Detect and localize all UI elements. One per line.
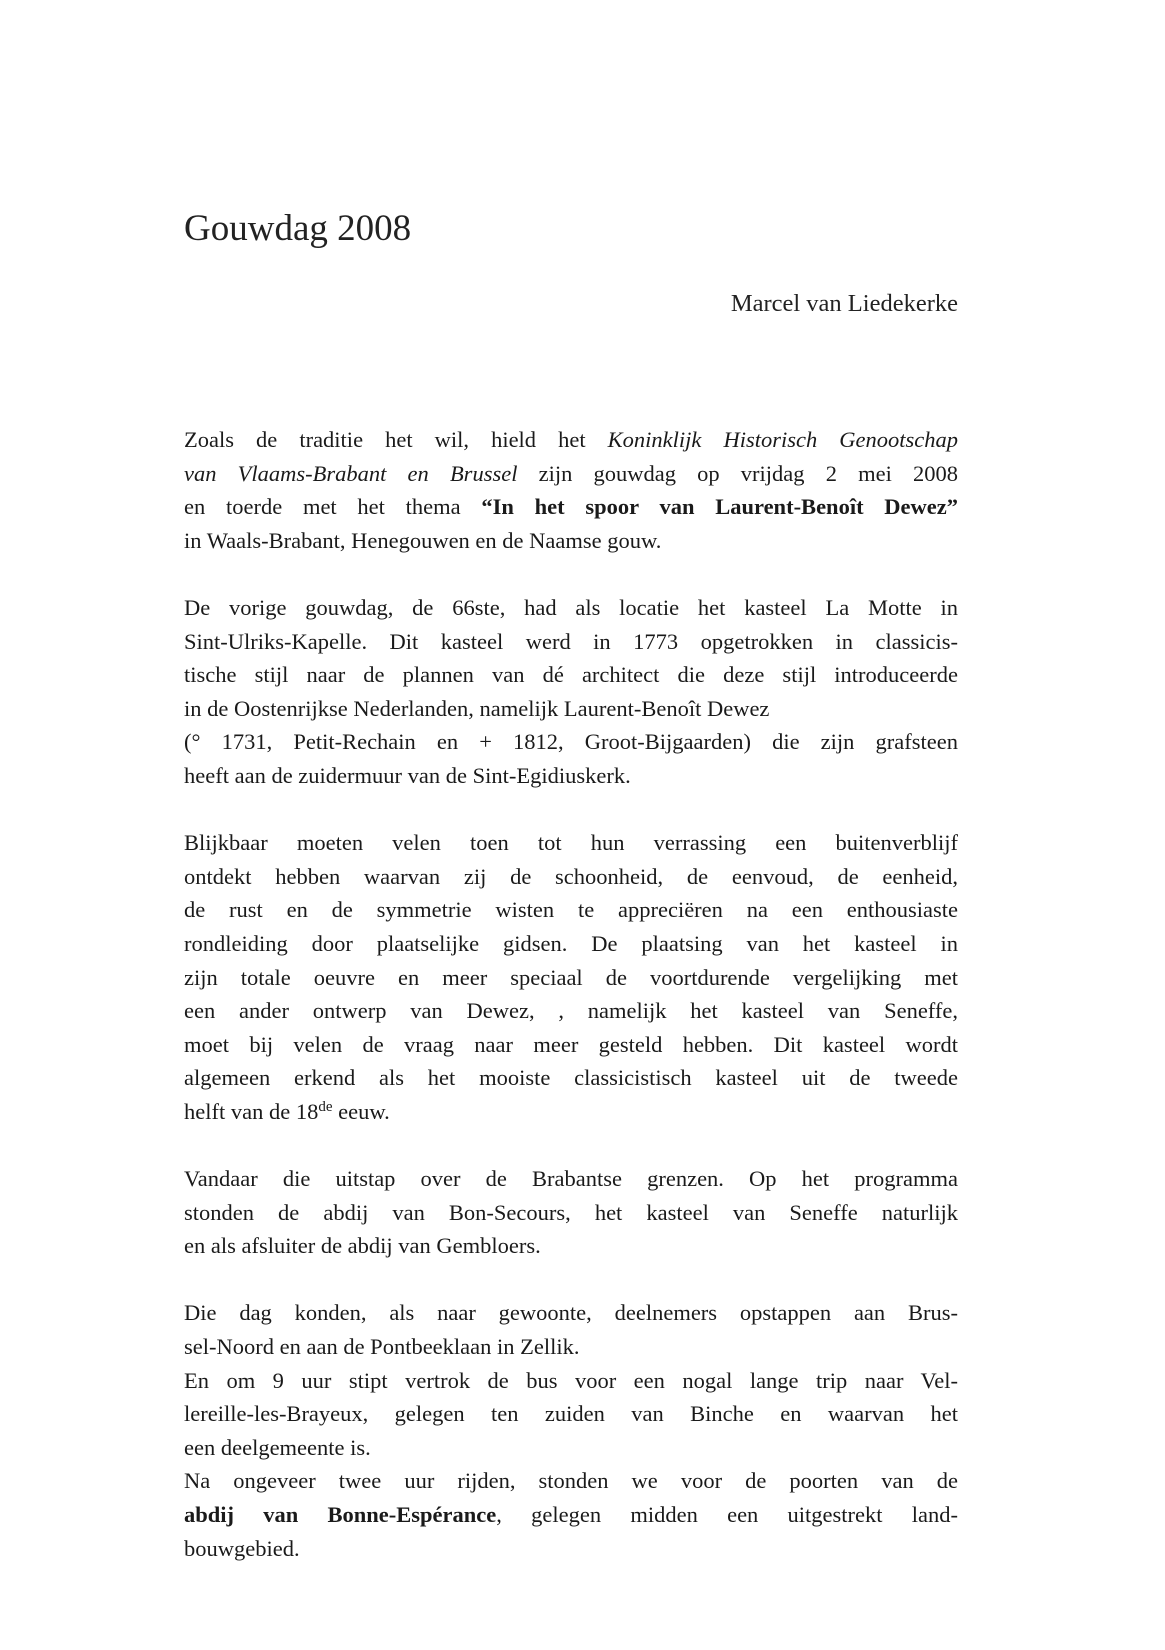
text-line: heeft aan de zuidermuur van de Sint-Egidiuskerk. (184, 762, 631, 788)
paragraph-previous-gouwdag (184, 591, 958, 793)
text-line: lereille-les-Brayeux, gelegen ten zuiden van Binche en waarvan het (184, 1401, 958, 1427)
text-line: bouwgebied. (184, 1535, 300, 1561)
text-line: Vandaar die uitstap over de Brabantse grenzen. Op het programma (184, 1166, 958, 1192)
text-line: (° 1731, Petit-Rechain en + 1812, Groot-Bijgaarden) die zijn grafsteen (184, 729, 958, 755)
society-name: Koninklijk Historisch Genootschap (607, 427, 958, 452)
page-title: Gouwdag 2008 (184, 208, 412, 249)
text-line: zijn totale oeuvre en meer speciaal de voortdurende vergelijking met (184, 964, 958, 990)
text-line: sel-Noord en aan de Pontbeeklaan in Zellik. (184, 1334, 580, 1360)
text-line: En om 9 uur stipt vertrok de bus voor een nogal lange trip naar Vel- (184, 1367, 958, 1393)
text-line: een ander ontwerp van Dewez, , namelijk het kasteel van Seneffe, (184, 998, 958, 1024)
abbey-name: abdij van Bonne-Espérance (184, 1502, 497, 1527)
text-line: abdij van Bonne-Espérance, gelegen midden een uitgestrekt land- (184, 1502, 958, 1527)
text-line: Zoals de traditie het wil, hield het Koninklijk Historisch Genootschap (184, 427, 958, 452)
text-line: Na ongeveer twee uur rijden, stonden we voor de poorten van de (184, 1468, 958, 1494)
paragraph-programme (184, 1162, 958, 1263)
text-line: en als afsluiter de abdij van Gembloers. (184, 1233, 541, 1259)
paragraph-trip (184, 1296, 958, 1565)
paragraph-castle (184, 826, 958, 1128)
text-line: rondleiding door plaatselijke gidsen. De plaatsing van het kasteel in (184, 930, 958, 956)
text-line: stonden de abdij van Bon-Secours, het kasteel van Seneffe naturlijk (184, 1199, 958, 1225)
text-line: en toerde met het thema “In het spoor van Laurent-Benoît Dewez” (184, 494, 959, 520)
theme-title: “In het spoor van Laurent-Benoît Dewez” (481, 494, 959, 520)
text-line: moet bij velen de vraag naar meer gesteld hebben. Dit kasteel wordt (184, 1031, 958, 1057)
text-line: Sint-Ulriks-Kapelle. Dit kasteel werd in 1773 opgetrokken in classicis- (184, 628, 958, 654)
text-line: de rust en de symmetrie wisten te appreciëren na een enthousiaste (184, 897, 958, 923)
text-line: een deelgemeente is. (184, 1434, 371, 1460)
paragraph-intro (184, 423, 958, 557)
society-name-continued: van Vlaams-Brabant en Brussel (184, 460, 518, 486)
text-line: algemeen erkend als het mooiste classicistisch kasteel uit de tweede (184, 1065, 958, 1091)
text-line: Die dag konden, als naar gewoonte, deelnemers opstappen aan Brus- (184, 1300, 958, 1326)
text-line: ontdekt hebben waarvan zij de schoonheid, de eenvoud, de eenheid, (184, 863, 958, 889)
text-line: helft van de 18de eeuw. (184, 1098, 390, 1124)
text-line: in de Oostenrijkse Nederlanden, namelijk Laurent-Benoît Dewez (184, 695, 770, 721)
text-line: De vorige gouwdag, de 66ste, had als locatie het kasteel La Motte in (184, 594, 958, 620)
text-line: in Waals-Brabant, Henegouwen en de Naamse gouw. (184, 527, 662, 553)
superscript: de (318, 1098, 333, 1115)
author-name: Marcel van Liedekerke (730, 290, 958, 317)
text-line: tische stijl naar de plannen van dé architect die deze stijl introduceerde (184, 662, 958, 688)
text-line: van Vlaams-Brabant en Brussel zijn gouwdag op vrijdag 2 mei 2008 (184, 460, 959, 486)
text-line: Blijkbaar moeten velen toen tot hun verrassing een buitenverblijf (184, 830, 958, 856)
article-body (184, 423, 958, 1599)
